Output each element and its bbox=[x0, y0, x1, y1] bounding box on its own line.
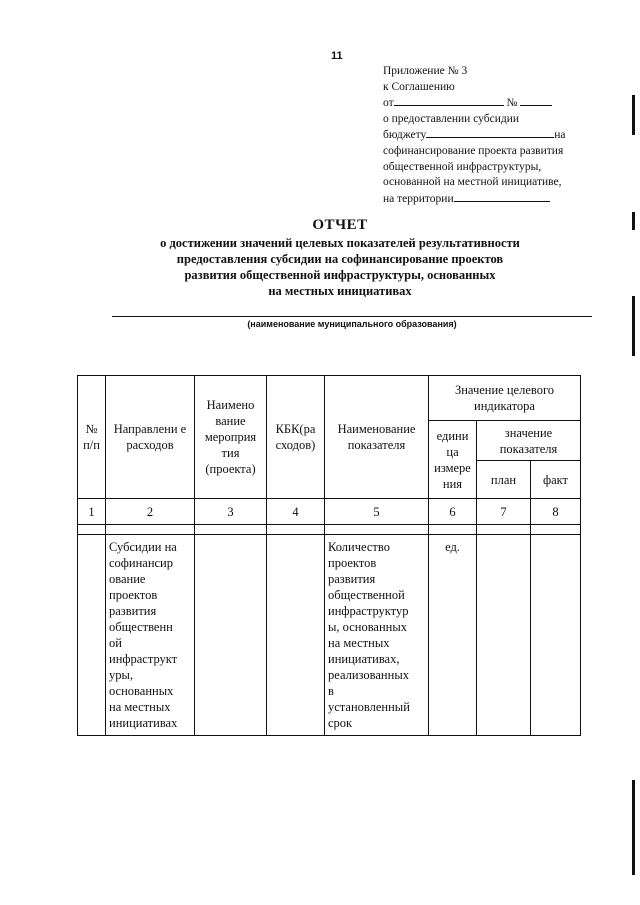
subtitle-line: о достижении значений целевых показателей результативности bbox=[160, 236, 520, 250]
indicator-line: в bbox=[328, 684, 334, 698]
col-number-7: 7 bbox=[477, 499, 531, 525]
spacer-cell bbox=[325, 525, 429, 535]
report-title: ОТЧЕТ bbox=[312, 217, 368, 233]
territory-label: на территории bbox=[383, 192, 454, 205]
indicator-line: установленный bbox=[328, 700, 410, 714]
row-unit: ед. bbox=[429, 535, 477, 736]
indicator-line: общественной bbox=[328, 588, 405, 602]
date-blank bbox=[394, 95, 504, 106]
direction-line: основанных bbox=[109, 684, 174, 698]
appendix-line-5 bbox=[383, 127, 623, 144]
indicator-line: развития bbox=[328, 572, 376, 586]
indicator-line: инициативах, bbox=[328, 652, 400, 666]
budget-label: бюджету bbox=[383, 129, 427, 142]
indicator-line: срок bbox=[328, 716, 353, 730]
no-label: № bbox=[506, 97, 518, 110]
direction-line: Субсидии на bbox=[109, 540, 177, 554]
row-event bbox=[195, 535, 267, 736]
page-number: 11 bbox=[331, 50, 343, 62]
row-direction bbox=[106, 535, 195, 736]
municipality-line bbox=[112, 316, 592, 317]
indicator-line: инфраструктур bbox=[328, 604, 409, 618]
number-blank bbox=[520, 95, 552, 106]
appendix-line-4: о предоставлении субсидии bbox=[383, 112, 520, 125]
scan-edge-mark bbox=[632, 212, 635, 230]
col-number-1: 1 bbox=[78, 499, 106, 525]
territory-blank bbox=[454, 191, 550, 202]
spacer-cell bbox=[267, 525, 325, 535]
indicator-line: Количество bbox=[328, 540, 390, 554]
report-table bbox=[77, 375, 581, 736]
scan-edge-mark bbox=[632, 296, 635, 356]
indicator-line: на местных bbox=[328, 636, 390, 650]
direction-line: общественн bbox=[109, 620, 173, 634]
header-kbk: КБК(ра сходов) bbox=[267, 376, 325, 499]
scan-edge-mark bbox=[632, 95, 635, 135]
row-num bbox=[78, 535, 106, 736]
direction-line: софинансир bbox=[109, 556, 174, 570]
col-number-2: 2 bbox=[106, 499, 195, 525]
appendix-line-8: основанной на местной инициативе, bbox=[383, 176, 562, 189]
appendix-line-7: общественной инфраструктуры, bbox=[383, 160, 542, 173]
from-label: от bbox=[383, 97, 394, 110]
header-fact: факт bbox=[531, 461, 581, 499]
appendix-line-6: софинансирование проекта развития bbox=[383, 144, 564, 157]
direction-line: инфраструкт bbox=[109, 652, 178, 666]
scan-edge-mark bbox=[632, 780, 635, 875]
direction-line: ой bbox=[109, 636, 122, 650]
indicator-line: ы, основанных bbox=[328, 620, 408, 634]
appendix-line-3 bbox=[383, 95, 623, 112]
table-row bbox=[78, 535, 581, 736]
row-kbk bbox=[267, 535, 325, 736]
col-number-5: 5 bbox=[325, 499, 429, 525]
direction-line: инициативах bbox=[109, 716, 178, 730]
direction-line: на местных bbox=[109, 700, 171, 714]
appendix-line-9 bbox=[383, 191, 623, 208]
indicator-line: проектов bbox=[328, 556, 377, 570]
na-label: на bbox=[554, 129, 566, 142]
header-direction: Направлени е расходов bbox=[106, 376, 195, 499]
spacer-cell bbox=[429, 525, 477, 535]
appendix-line-1: Приложение № 3 bbox=[383, 65, 468, 77]
report-subtitle bbox=[80, 235, 600, 299]
header-plan: план bbox=[477, 461, 531, 499]
spacer-cell bbox=[477, 525, 531, 535]
col-number-6: 6 bbox=[429, 499, 477, 525]
header-event: Наимено вание мероприя тия (проекта) bbox=[195, 376, 267, 499]
direction-line: ование bbox=[109, 572, 146, 586]
spacer-cell bbox=[106, 525, 195, 535]
direction-line: развития bbox=[109, 604, 157, 618]
budget-blank bbox=[426, 127, 554, 138]
row-indicator bbox=[325, 535, 429, 736]
header-unit: едини ца измере ния bbox=[429, 421, 477, 499]
appendix-line-2: к Соглашению bbox=[383, 80, 455, 93]
spacer-cell bbox=[195, 525, 267, 535]
col-number-8: 8 bbox=[531, 499, 581, 525]
municipality-caption: (наименование муниципального образования) bbox=[247, 319, 457, 329]
subtitle-line: предоставления субсидии на софинансирование проектов bbox=[176, 252, 504, 266]
indicator-line: реализованных bbox=[328, 668, 409, 682]
subtitle-line: на местных инициативах bbox=[268, 284, 412, 298]
direction-line: уры, bbox=[109, 668, 134, 682]
appendix-block bbox=[383, 64, 623, 207]
subtitle-line: развития общественной инфраструктуры, основанных bbox=[184, 268, 496, 282]
direction-line: проектов bbox=[109, 588, 158, 602]
header-num: № п/п bbox=[78, 376, 106, 499]
header-indicator: Наименование показателя bbox=[325, 376, 429, 499]
row-plan bbox=[477, 535, 531, 736]
header-target-value: Значение целевого индикатора bbox=[429, 376, 581, 421]
header-value: значение показателя bbox=[477, 421, 581, 461]
spacer-cell bbox=[531, 525, 581, 535]
col-number-3: 3 bbox=[195, 499, 267, 525]
row-fact bbox=[531, 535, 581, 736]
spacer-cell bbox=[78, 525, 106, 535]
col-number-4: 4 bbox=[267, 499, 325, 525]
